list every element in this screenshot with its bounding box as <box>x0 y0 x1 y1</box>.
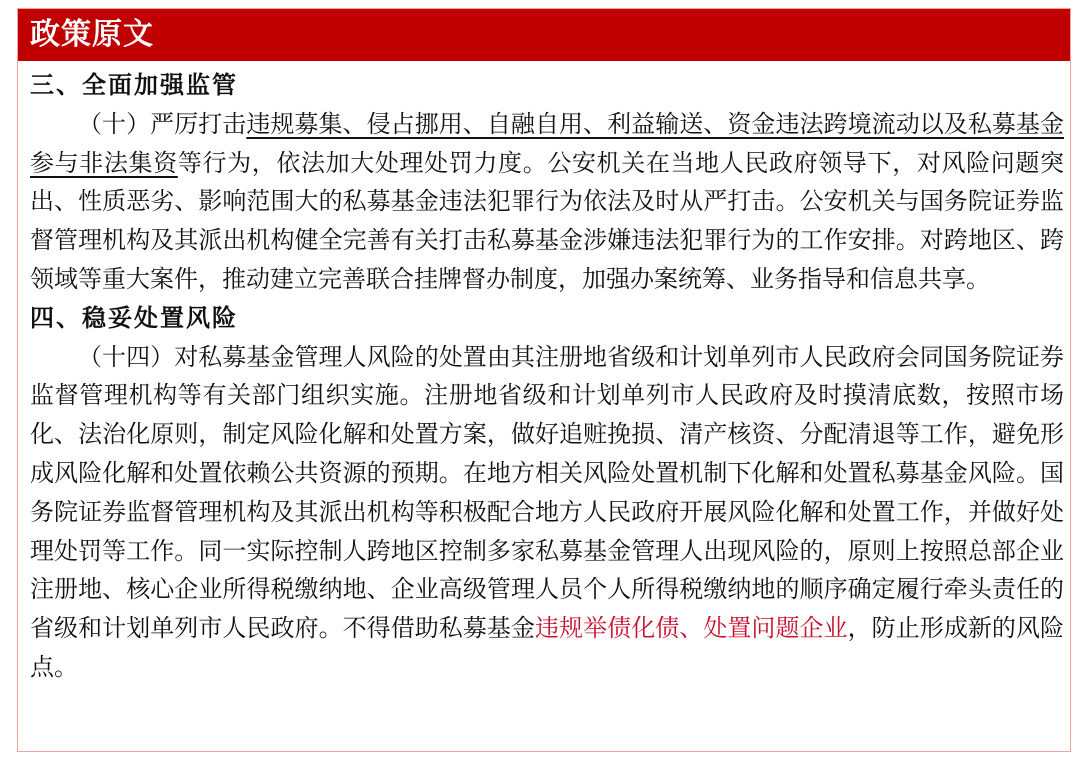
box-title: 政策原文 <box>18 9 1070 61</box>
clause-14-tail: ，防止形成新的风险点。 <box>30 614 1065 681</box>
clause-14-lead: （十四）对私募基金管理人风险的处置由其注册地省级和计划单列市人民政府会同国务院证券监督管理机构等有关部门组织实施。注册地省级和计划单列市人民政府及时摸清底数，按照市场化、法治化原则，制定风险化解和处置方案，做好追赃挽损、清产核资、分配清退等工作，避免形成风险化解和处置依赖公共资源的预期。在地方相关风险处置机制下化解和处置私募基金风险。国务院证券监督管理机构及其派出机构等积极配合地方人民政府开展风险化解和处置工作，并做好处理处罚等工作。同一实际控制人跨地区控制多家私募基金管理人出现风险的，原则上按照总部企业注册地、核心企业所得税缴纳地、企业高级管理人员个人所得税缴纳地的顺序确定履行牵头责任的省级和计划单列市人民政府。不得借助私募基金 <box>30 342 1064 643</box>
clause-10-lead: （十）严厉打击 <box>78 109 247 138</box>
clause-14-highlight: 违规举债化债、处置问题企业 <box>535 614 848 643</box>
section-heading-risk-disposal: 四、稳妥处置风险 <box>30 302 238 332</box>
clause-10-paragraph <box>30 105 1064 299</box>
policy-text-box <box>17 8 1071 752</box>
section-heading-strengthen-supervision: 三、全面加强监管 <box>30 70 238 99</box>
policy-content <box>30 66 1064 687</box>
clause-14-paragraph <box>30 338 1064 687</box>
clause-10-underlined-violations: 违规募集、侵占挪用、自融自用、利益输送、资金违法跨境流动以及私募基金参与非法集资 <box>30 109 1065 177</box>
clause-10-rest: 等行为，依法加大处理处罚力度。公安机关在当地人民政府领导下，对风险问题突出、性质恶劣、影响范围大的私募基金违法犯罪行为依法及时从严打击。公安机关与国务院证券监督管理机构及其派出机构健全完善有关打击私募基金涉嫌违法犯罪行为的工作安排。对跨地区、跨领域等重大案件，推动建立完善联合挂牌督办制度，加强办案统筹、业务指导和信息共享。 <box>30 148 1065 293</box>
